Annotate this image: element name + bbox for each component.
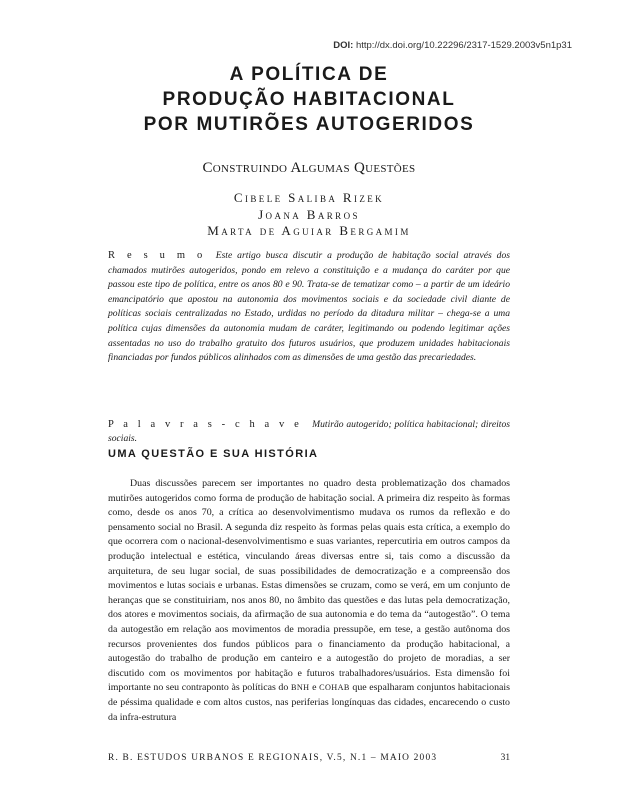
title-line-1: A POLÍTICA DE (229, 64, 389, 85)
author-list (0, 190, 618, 240)
keywords (108, 418, 510, 446)
article-title (0, 62, 618, 137)
body-part-1: Duas discussões parecem ser importantes no quadro desta problematização dos chamados mutirões autogeridos como forma de produção de habitação social. A primeira diz respeito às formas como, desde os anos 70, a crítica ao desenvolvimentismo mudava os rumos da reflexão e do pensamento social no Brasil. A segunda diz respeito às formas pelas quais esta crítica, a exemplo do que ocorrera com o nacional-desenvolvimentismo e suas variantes, repercutiria em outros campos da produção intelectual e estética, vinculando áreas diversas entre si, tais como a discussão da arquitetura, de seu lugar social, de suas possibilidades de democratização e a compreensão dos movimentos e lutas sociais e urbanas. Estas dimensões se cruzam, como se verá, em um conjunto de heranças que se constituiriam, nos anos 80, no âmbito das questões e das lutas pela democratização, dos atores e movimentos sociais, da afirmação de sua autonomia e do tema da “autogestão”. O tema da autogestão em relação aos movimentos de moradia pressupõe, em tese, a gestão autônoma dos recursos provenientes dos fundos públicos para o financiamento da produção habitacional, a autogestão do trabalho de produção em canteiro e a autogestão do projeto de moradias, a ser discutido com os movimentos por habitação e futuros trabalhadores/usuários. Esta dimensão foi importante no seu contraponto às políticas do (108, 478, 510, 694)
doi-line (333, 40, 572, 51)
section-heading: UMA QUESTÃO E SUA HISTÓRIA (108, 448, 319, 460)
page-footer (108, 753, 510, 763)
acronym-cohab: COHAB (319, 683, 350, 693)
acronym-bnh: BNH (290, 683, 310, 693)
body-conjunction: e (309, 682, 320, 694)
doi-link[interactable]: http://dx.doi.org/10.22296/2317-1529.2003v5n1p31 (355, 40, 572, 51)
body-paragraph (108, 477, 510, 725)
author-name: Cibele Saliba Rizek (233, 190, 385, 205)
abstract-text: Este artigo busca discutir a produção de habitação social através dos chamados mutirões autogeridos, pondo em relevo a constituição e a mudança do caráter por que passou este tipo de política, entre os anos 80 e 90. Trata-se de tematizar como – a partir de um ideário emancipatório que apostou na autonomia dos movimentos sociais e da sociedade civil diante de políticas sociais centralizadas no Estado, urdidas no período da ditadura militar – chega-se a uma política cujas dimensões da autonomia mudam de caráter, legitimando ou podendo legitimar ações assentadas no uso do trabalho gratuito dos futuros usuários, que produzem unidades habitacionais financiadas por fundos públicos alinhados com as dimensões de uma gestão das precariedades. (108, 250, 510, 364)
abstract (108, 249, 510, 366)
article-subtitle: Construindo Algumas Questões (202, 160, 416, 176)
body-part-2: que espalharam conjuntos habitacionais de péssima qualidade e com altos custos, nas periferias longínquas das cidades, encarecendo o custo da infra-estrutura (108, 682, 510, 723)
keywords-text: Mutirão autogerido; política habitacional; direitos sociais. (108, 419, 510, 444)
title-line-3: POR MUTIRÕES AUTOGERIDOS (143, 114, 475, 135)
body-text (108, 477, 510, 725)
doi-label: DOI: (333, 40, 354, 51)
author-name: Joana Barros (258, 206, 360, 222)
keywords-label: P a l a v r a s - c h a v e (108, 419, 303, 430)
abstract-label: R e s u m o (108, 250, 206, 261)
title-line-2: PRODUÇÃO HABITACIONAL (162, 89, 456, 110)
author-name: Marta de Aguiar Bergamim (207, 223, 411, 238)
journal-citation: R. B. ESTUDOS URBANOS E REGIONAIS, V.5, N.1 – MAIO 2003 (108, 753, 438, 763)
page-number: 31 (500, 753, 510, 763)
